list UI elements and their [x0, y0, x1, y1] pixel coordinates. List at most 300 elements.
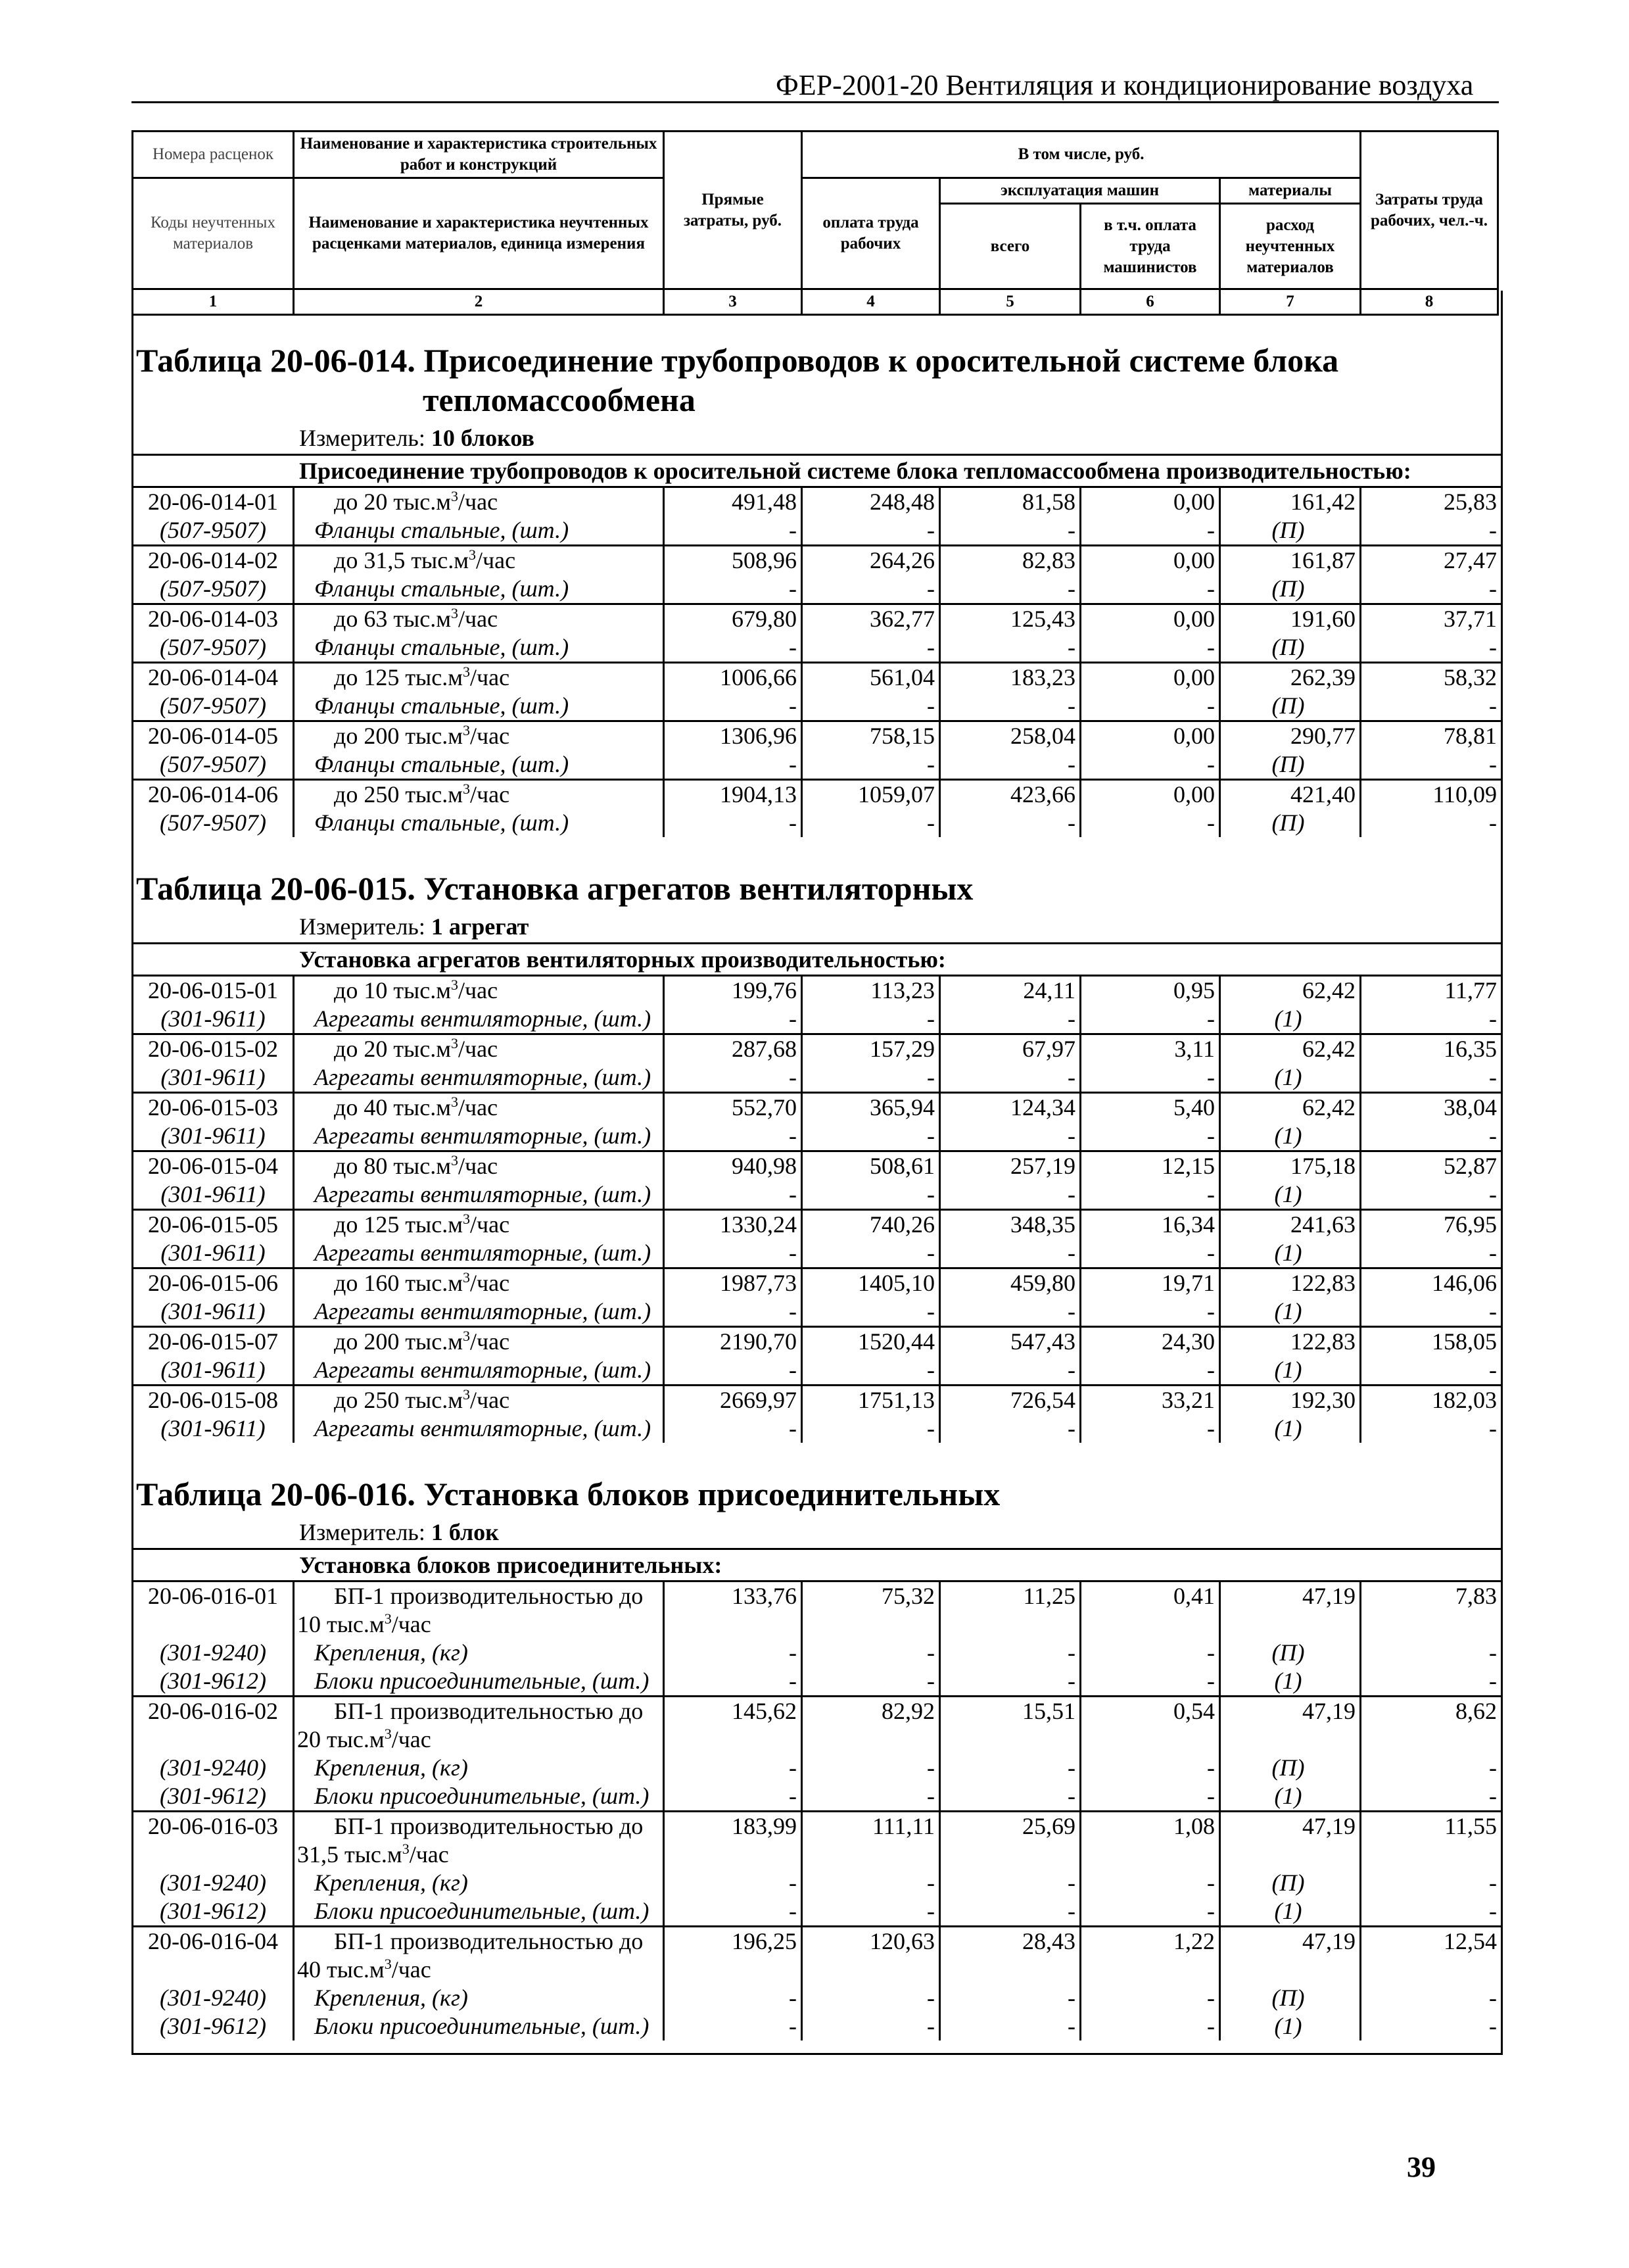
rate-value: 158,05 — [1432, 1328, 1497, 1355]
rate-value: 758,15 — [803, 722, 941, 750]
material-row — [133, 1639, 1501, 1667]
rate-code: 20-06-016-03 — [133, 1812, 295, 1841]
material-value: - — [665, 516, 803, 544]
material-row — [133, 1297, 1501, 1326]
rate-value: 5,40 — [1081, 1094, 1221, 1122]
rate-value: 2669,97 — [665, 1386, 803, 1414]
material-name: Агрегаты вентиляторные, (шт.) — [295, 1239, 665, 1267]
material-name: Крепления, (кг) — [295, 1869, 665, 1897]
rate-code: 20-06-016-04 — [133, 1927, 295, 1956]
material-value: - — [1081, 1180, 1221, 1209]
work-name — [295, 1582, 665, 1610]
material-name: Агрегаты вентиляторные, (шт.) — [295, 1356, 665, 1384]
material-value: (П) — [1221, 633, 1361, 662]
work-unit: /час — [470, 1328, 510, 1355]
material-value: - — [803, 2012, 941, 2040]
work-name — [295, 1211, 665, 1239]
material-row — [133, 1897, 1501, 1925]
rate-value: 940,98 — [665, 1152, 803, 1180]
rate-value: 264,26 — [803, 546, 941, 575]
empty-cell — [1221, 1725, 1361, 1754]
work-name-text: до 40 тыс.м — [334, 1094, 451, 1121]
work-name-continuation — [295, 1841, 665, 1869]
material-row — [133, 1667, 1501, 1695]
col3-header: Прямые затраты, руб. — [664, 132, 802, 289]
material-value: - — [1081, 1869, 1221, 1897]
work-name-text: до 20 тыс.м — [334, 1036, 451, 1062]
material-value: - — [803, 1984, 941, 2012]
material-value: (1) — [1221, 1239, 1361, 1267]
empty-cell — [1221, 1610, 1361, 1639]
material-value: - — [665, 1667, 803, 1695]
work-name-continuation — [295, 1956, 665, 1984]
material-row — [133, 1869, 1501, 1897]
material-code: (301-9611) — [133, 1122, 295, 1150]
col6-header: в т.ч. оплата труда машинистов — [1081, 204, 1220, 289]
material-value: - — [1081, 692, 1221, 720]
rate-value: 1059,07 — [803, 781, 941, 809]
material-value: - — [1489, 1898, 1497, 1924]
work-name — [295, 781, 665, 809]
work-name-text: до 10 тыс.м — [334, 977, 451, 1003]
material-value: - — [803, 1005, 941, 1033]
rate-value: 16,35 — [1444, 1036, 1497, 1062]
table-row — [133, 488, 1501, 516]
material-value: - — [1081, 2012, 1221, 2040]
rate-value: 1330,24 — [665, 1211, 803, 1239]
rate-value: 552,70 — [665, 1094, 803, 1122]
material-row — [133, 1754, 1501, 1782]
rate-code: 20-06-015-08 — [133, 1386, 295, 1414]
rate-code: 20-06-014-03 — [133, 605, 295, 633]
material-value: - — [665, 692, 803, 720]
material-value: - — [941, 692, 1081, 720]
rate-code: 20-06-015-01 — [133, 977, 295, 1005]
table-title — [133, 837, 1501, 911]
material-row — [133, 1356, 1501, 1384]
rate-value: 459,80 — [941, 1269, 1081, 1297]
work-name-text: до 31,5 тыс.м — [334, 547, 469, 573]
material-row — [133, 1180, 1501, 1209]
table-title-line: Таблица 20-06-015. Установка агрегатов вентиляторных — [136, 870, 974, 907]
rate-value: 27,47 — [1444, 547, 1497, 573]
unit-exponent: 3 — [384, 1610, 392, 1627]
meter-value: 1 блок — [431, 1519, 499, 1545]
material-value: - — [803, 1414, 941, 1443]
empty-cell — [803, 1841, 941, 1869]
material-value: - — [941, 1782, 1081, 1810]
work-unit: /час — [458, 1036, 498, 1062]
material-row — [133, 1239, 1501, 1267]
material-value: - — [1489, 751, 1497, 777]
material-value: - — [665, 1180, 803, 1209]
material-value: - — [803, 1122, 941, 1150]
material-code: (507-9507) — [133, 809, 295, 837]
material-value: - — [1081, 1239, 1221, 1267]
material-value: - — [1081, 1782, 1221, 1810]
material-code: (301-9240) — [133, 1984, 295, 2012]
rate-value: 8,62 — [1455, 1698, 1497, 1724]
unit-exponent: 3 — [451, 1152, 458, 1169]
material-name: Агрегаты вентиляторные, (шт.) — [295, 1005, 665, 1033]
empty-cell — [941, 1725, 1081, 1754]
table-row — [133, 1326, 1501, 1356]
material-name: Фланцы стальные, (шт.) — [295, 809, 665, 837]
rate-value: 82,83 — [941, 546, 1081, 575]
col1-top-header: Номера расценок — [133, 132, 294, 178]
material-value: (1) — [1221, 1414, 1361, 1443]
material-value: - — [803, 1297, 941, 1326]
rate-code: 20-06-016-02 — [133, 1697, 295, 1725]
work-unit: /час — [458, 1153, 498, 1179]
empty-cell — [1361, 1956, 1501, 1984]
price-table-section — [133, 291, 1501, 837]
material-value: - — [1489, 809, 1497, 836]
material-value: - — [1489, 634, 1497, 660]
rate-value: 146,06 — [1432, 1270, 1497, 1296]
material-value: - — [1489, 1754, 1497, 1781]
rate-code: 20-06-014-02 — [133, 546, 295, 575]
material-row — [133, 633, 1501, 662]
table-row — [133, 662, 1501, 692]
rate-code: 20-06-015-07 — [133, 1328, 295, 1356]
rate-value: 78,81 — [1444, 723, 1497, 749]
material-value: - — [665, 575, 803, 603]
rate-code: 20-06-015-06 — [133, 1269, 295, 1297]
empty-cell — [1081, 1956, 1221, 1984]
material-value: (1) — [1221, 1356, 1361, 1384]
rate-value: 133,76 — [665, 1582, 803, 1610]
work-unit: /час — [470, 1270, 510, 1296]
meter-label: Измеритель: — [299, 913, 425, 940]
material-code: (301-9612) — [133, 2012, 295, 2040]
material-code: (507-9507) — [133, 750, 295, 779]
material-value: - — [665, 1639, 803, 1667]
table-row — [133, 1582, 1501, 1610]
rate-value: 547,43 — [941, 1328, 1081, 1356]
empty-cell — [803, 1610, 941, 1639]
empty-cell — [665, 1956, 803, 1984]
rate-value: 726,54 — [941, 1386, 1081, 1414]
group-header: В том числе, руб. — [802, 132, 1361, 178]
rate-value: 11,77 — [1444, 977, 1497, 1003]
rate-value: 1904,13 — [665, 781, 803, 809]
material-name: Крепления, (кг) — [295, 1754, 665, 1782]
material-value: - — [1489, 1783, 1497, 1809]
material-row — [133, 1414, 1501, 1443]
material-value: - — [665, 1414, 803, 1443]
material-row — [133, 692, 1501, 720]
material-code: (301-9611) — [133, 1414, 295, 1443]
rate-value: 362,77 — [803, 605, 941, 633]
rate-value: 191,60 — [1221, 605, 1361, 633]
work-name — [295, 722, 665, 750]
material-value: - — [803, 1869, 941, 1897]
material-name: Агрегаты вентиляторные, (шт.) — [295, 1414, 665, 1443]
table-row — [133, 1150, 1501, 1180]
work-unit: /час — [470, 1211, 510, 1238]
material-value: - — [1489, 1870, 1497, 1896]
rate-value: 262,39 — [1221, 664, 1361, 692]
rate-value: 0,00 — [1081, 488, 1221, 516]
col4-header: оплата труда рабочих — [802, 178, 940, 289]
empty-cell — [1221, 1841, 1361, 1869]
material-value: - — [1489, 1005, 1497, 1032]
material-value: - — [665, 1897, 803, 1925]
rate-value: 1405,10 — [803, 1269, 941, 1297]
rate-value: 47,19 — [1221, 1582, 1361, 1610]
rate-value: 3,11 — [1081, 1035, 1221, 1063]
rate-value: 122,83 — [1221, 1328, 1361, 1356]
rate-value: 62,42 — [1221, 977, 1361, 1005]
rate-value: 157,29 — [803, 1035, 941, 1063]
rate-value: 183,99 — [665, 1812, 803, 1841]
rate-value: 125,43 — [941, 605, 1081, 633]
work-name-text: до 160 тыс.м — [334, 1270, 463, 1296]
empty-cell — [1361, 1841, 1501, 1869]
work-name — [295, 546, 665, 575]
rate-value: 161,42 — [1221, 488, 1361, 516]
meter-value: 10 блоков — [431, 425, 534, 451]
material-code: (301-9240) — [133, 1754, 295, 1782]
material-row — [133, 2012, 1501, 2040]
material-value: - — [1081, 1356, 1221, 1384]
work-unit: /час — [391, 1726, 431, 1752]
rate-value: 175,18 — [1221, 1152, 1361, 1180]
material-value: (1) — [1221, 1063, 1361, 1092]
material-name: Крепления, (кг) — [295, 1984, 665, 2012]
work-unit: /час — [458, 1094, 498, 1121]
material-value: (1) — [1221, 1005, 1361, 1033]
work-unit: /час — [470, 1387, 510, 1413]
rate-value: 58,32 — [1444, 664, 1497, 690]
material-value: - — [1489, 1415, 1497, 1441]
rate-value: 161,87 — [1221, 546, 1361, 575]
work-unit: /час — [476, 547, 516, 573]
material-value: (1) — [1221, 1297, 1361, 1326]
empty-cell — [803, 1725, 941, 1754]
material-row — [133, 750, 1501, 779]
material-value: - — [1489, 575, 1497, 602]
material-value: - — [941, 1639, 1081, 1667]
rate-value: 81,58 — [941, 488, 1081, 516]
material-value: - — [1081, 1897, 1221, 1925]
work-name-text: до 80 тыс.м — [334, 1153, 451, 1179]
material-name: Крепления, (кг) — [295, 1639, 665, 1667]
rate-value: 0,00 — [1081, 722, 1221, 750]
material-value: - — [803, 633, 941, 662]
material-value: (П) — [1221, 1754, 1361, 1782]
material-row — [133, 1122, 1501, 1150]
rate-value: 0,00 — [1081, 781, 1221, 809]
rate-value: 241,63 — [1221, 1211, 1361, 1239]
table-title — [133, 291, 1501, 422]
rate-code: 20-06-016-01 — [133, 1582, 295, 1610]
table-row — [133, 1267, 1501, 1297]
rate-value: 47,19 — [1221, 1697, 1361, 1725]
material-row — [133, 1984, 1501, 2012]
material-value: - — [941, 2012, 1081, 2040]
material-value: - — [1081, 1005, 1221, 1033]
rate-code: 20-06-015-04 — [133, 1152, 295, 1180]
material-row — [133, 1063, 1501, 1092]
work-unit: /час — [409, 1841, 449, 1868]
rate-value: 28,43 — [941, 1927, 1081, 1956]
rate-value: 423,66 — [941, 781, 1081, 809]
table-row — [133, 1384, 1501, 1414]
empty-cell — [665, 1725, 803, 1754]
material-value: - — [941, 809, 1081, 837]
rate-value: 183,23 — [941, 664, 1081, 692]
work-name-cont-text: 20 тыс.м — [297, 1726, 385, 1752]
rate-value: 111,11 — [803, 1812, 941, 1841]
material-code: (507-9507) — [133, 633, 295, 662]
material-value: (П) — [1221, 750, 1361, 779]
material-value: (П) — [1221, 692, 1361, 720]
rate-code: 20-06-014-04 — [133, 664, 295, 692]
material-name: Блоки присоединительные, (шт.) — [295, 1667, 665, 1695]
col-number: 2 — [294, 289, 664, 315]
material-value: - — [803, 750, 941, 779]
empty-cell — [1221, 1956, 1361, 1984]
rate-value: 124,34 — [941, 1094, 1081, 1122]
work-name-text: до 125 тыс.м — [334, 664, 463, 690]
material-value: - — [941, 1897, 1081, 1925]
material-value: - — [1081, 633, 1221, 662]
work-name-text: до 250 тыс.м — [334, 1387, 463, 1413]
empty-cell — [1081, 1725, 1221, 1754]
work-name — [295, 1697, 665, 1725]
empty-cell — [133, 1725, 295, 1754]
material-value: - — [941, 1180, 1081, 1209]
material-value: - — [665, 750, 803, 779]
empty-cell — [665, 1841, 803, 1869]
material-value: - — [941, 1297, 1081, 1326]
material-value: - — [941, 516, 1081, 544]
meter — [133, 1516, 1501, 1550]
material-code: (507-9507) — [133, 516, 295, 544]
material-value: (П) — [1221, 1869, 1361, 1897]
work-name-text: БП-1 производительностью до — [334, 1813, 644, 1839]
material-code: (301-9611) — [133, 1180, 295, 1209]
empty-cell — [1361, 1725, 1501, 1754]
rate-value: 12,54 — [1444, 1928, 1497, 1954]
work-name — [295, 977, 665, 1005]
material-value: - — [941, 1984, 1081, 2012]
material-code: (507-9507) — [133, 692, 295, 720]
work-name — [295, 1094, 665, 1122]
table-row — [133, 1092, 1501, 1122]
rate-value: 0,41 — [1081, 1582, 1221, 1610]
rate-value: 421,40 — [1221, 781, 1361, 809]
unit-exponent: 3 — [463, 1269, 470, 1286]
work-name — [295, 664, 665, 692]
table-row — [133, 977, 1501, 1005]
unit-exponent: 3 — [384, 1956, 392, 1972]
work-name-cont-text: 40 тыс.м — [297, 1956, 385, 1983]
material-name: Фланцы стальные, (шт.) — [295, 692, 665, 720]
unit-exponent: 3 — [451, 1094, 458, 1110]
table-row — [133, 603, 1501, 633]
rate-value: 24,30 — [1081, 1328, 1221, 1356]
rate-value: 113,23 — [803, 977, 941, 1005]
rate-code: 20-06-014-01 — [133, 488, 295, 516]
material-row — [133, 516, 1501, 544]
col-number: 6 — [1081, 289, 1220, 315]
material-value: - — [1489, 1181, 1497, 1207]
meter-value: 1 агрегат — [431, 913, 529, 940]
rate-value: 15,51 — [941, 1697, 1081, 1725]
table-row — [133, 1925, 1501, 1956]
col-number: 7 — [1220, 289, 1361, 315]
col7-header: расход неучтенных материалов — [1220, 204, 1361, 289]
material-name: Фланцы стальные, (шт.) — [295, 516, 665, 544]
material-value: - — [1489, 692, 1497, 719]
table-row — [133, 1695, 1501, 1725]
material-value: (1) — [1221, 1667, 1361, 1695]
material-value: - — [1489, 1639, 1497, 1666]
rate-value: 12,15 — [1081, 1152, 1221, 1180]
rate-value: 491,48 — [665, 488, 803, 516]
meter-label: Измеритель: — [299, 425, 425, 451]
unit-exponent: 3 — [451, 977, 458, 993]
material-value: - — [665, 1869, 803, 1897]
unit-exponent: 3 — [384, 1725, 392, 1742]
rate-value: 16,34 — [1081, 1211, 1221, 1239]
rate-value: 120,63 — [803, 1927, 941, 1956]
material-value: - — [941, 633, 1081, 662]
rate-value: 1006,66 — [665, 664, 803, 692]
material-row — [133, 575, 1501, 603]
rate-value: 508,96 — [665, 546, 803, 575]
work-unit: /час — [458, 977, 498, 1003]
work-unit: /час — [470, 723, 510, 749]
work-name-continuation-row — [133, 1610, 1501, 1639]
material-value: - — [665, 633, 803, 662]
unit-exponent: 3 — [451, 488, 458, 504]
material-value: - — [803, 1639, 941, 1667]
work-name-text: БП-1 производительностью до — [334, 1698, 644, 1724]
material-value: - — [665, 809, 803, 837]
empty-cell — [941, 1956, 1081, 1984]
material-value: (1) — [1221, 1122, 1361, 1150]
rate-value: 75,32 — [803, 1582, 941, 1610]
material-name: Фланцы стальные, (шт.) — [295, 575, 665, 603]
material-value: (1) — [1221, 1897, 1361, 1925]
work-name-text: до 200 тыс.м — [334, 1328, 463, 1355]
material-row — [133, 1005, 1501, 1033]
table-row — [133, 1810, 1501, 1841]
material-row — [133, 1782, 1501, 1810]
rate-value: 11,55 — [1444, 1813, 1497, 1839]
material-value: - — [665, 2012, 803, 2040]
material-value: - — [803, 1356, 941, 1384]
material-name: Блоки присоединительные, (шт.) — [295, 1782, 665, 1810]
work-name-text: до 250 тыс.м — [334, 781, 463, 808]
meter — [133, 422, 1501, 456]
material-value: - — [1081, 1984, 1221, 2012]
work-name-cont-text: 10 тыс.м — [297, 1611, 385, 1637]
material-value: - — [665, 1063, 803, 1092]
material-code: (301-9240) — [133, 1639, 295, 1667]
material-value: - — [803, 1239, 941, 1267]
rate-code: 20-06-015-02 — [133, 1035, 295, 1063]
unit-exponent: 3 — [451, 1035, 458, 1051]
work-unit: /час — [391, 1956, 431, 1983]
unit-exponent: 3 — [402, 1841, 410, 1857]
rate-value: 248,48 — [803, 488, 941, 516]
rate-value: 67,97 — [941, 1035, 1081, 1063]
